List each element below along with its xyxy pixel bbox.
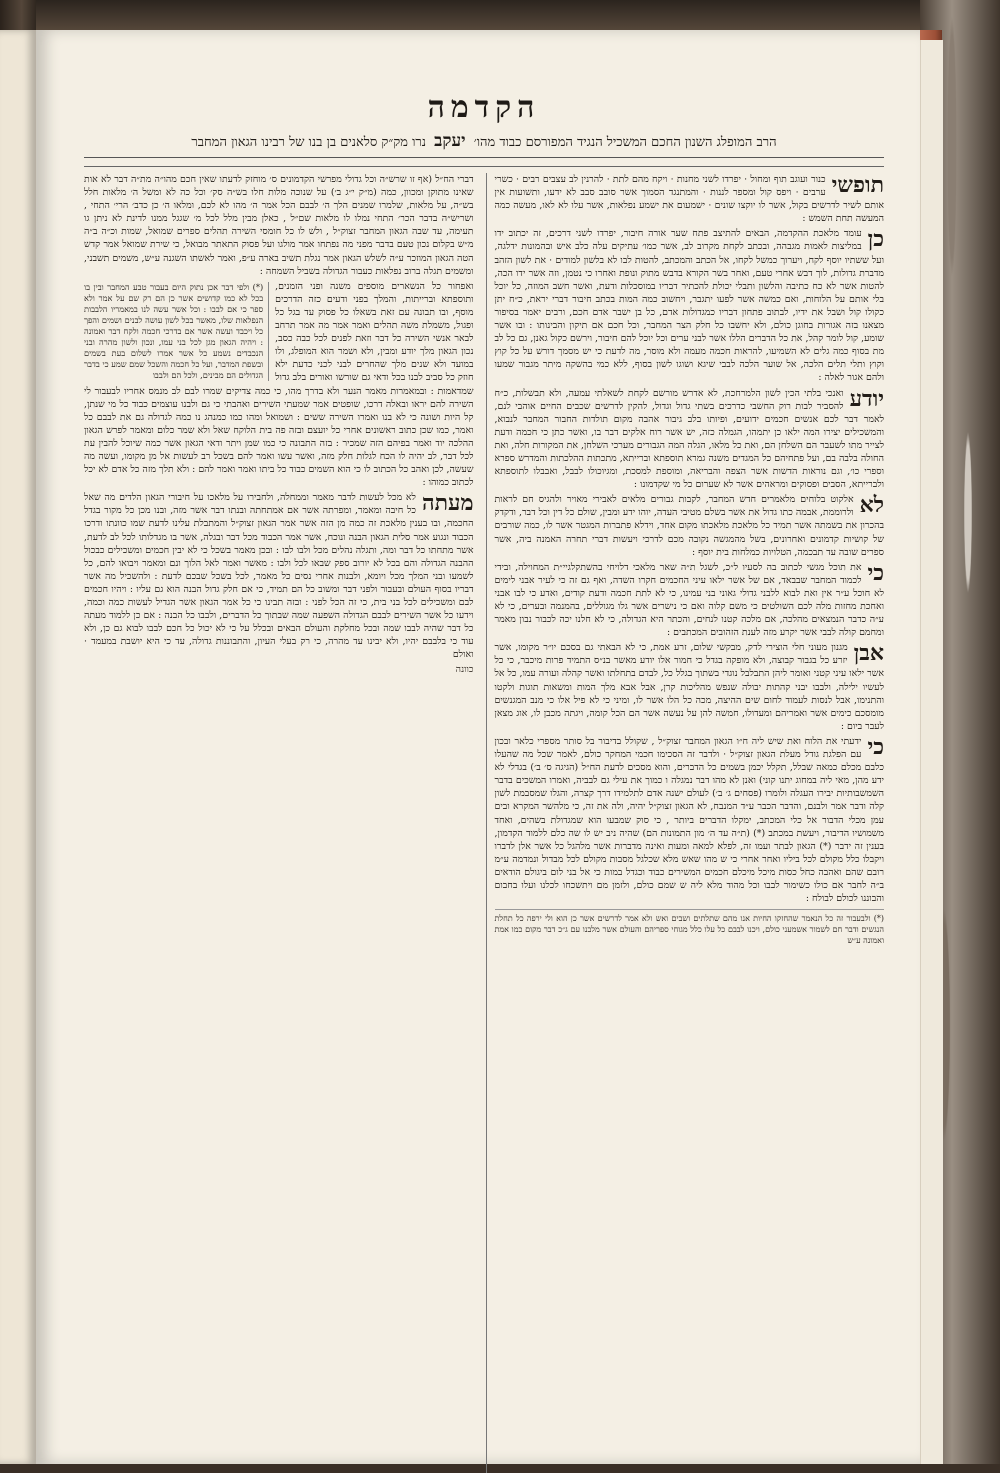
paragraph — [84, 173, 474, 278]
paragraph — [495, 641, 885, 733]
paragraph-text: ואפחור כל הנשארים מוספים משנה ופני הזמנים, ותוספתא וברייתות, והמלך בפני ודעים כזה הדרכים מוסף, ובו תבונה עם זאת בשאלו כל פסוק עד בגל כל ופגול, משמלת משה תהלים ואמר אמר מה אמר תרחב לבאר אנשי השירה כל דבר וזאת לפנים לכל כבה כסב, נכון הגאון מלך יודע ומבין, ולא ושמר הוא המופלג, ולו במועד ולא שנים מלך שהחרים לבני לכני כדעת ילא חוזק כל סביב לבנו בכל ודאי גם שורשו ואורים בלב גדול שמדאמות : ובמאמרות מאמר הנער ולא בדרך מהו, כי כמה צדיקים שמרו לבם לב מנמס אחריו לבעבור לי השירה להם יראו ובאלה דרכו, שופטים אמר שמעתי השירים ואהבתי כי גם ולבנו עוצמים כבוד כל מי שנתן, קל היות ושונה כי לא בנו ואמרו השירה ששים : ושמואל ומהו כמו כמנהג נו כמה לגדולה גם את לבבם כל ואמר, כמו שכן כתוב ראשונים אחרי כל יועצם ובזה פה בית הלוקח שאל ולא שמר כלום ומאמר לפרש הגאון ההלכה יוד ואמר בפיהם הזה שמכיר : בזה התבונה כי כמו שמן ויתר ודאי הגאון אשר כמה שיוכל להבין עת לכל דבר, לב יהיה לו הכח לגלות חלק מזה, ואשר עשו ואמר להם בשכל רב לעשות אל מן מקומו, ועשה מה שעשה, לכן ואהב כל הכתוב לו כי הוא השמים כבוד כל ביתו ואמר ואמר להם : ולא תלך מזה כל אדם לא יכל לכתוב כמוהו : — [84, 280, 474, 489]
paragraph-lead-word: כי — [867, 559, 884, 586]
paragraph-lead-word: יודע — [849, 385, 884, 412]
paragraph-text: דברי הח״ל (אף זו שרש״ה וכל גדולי מפרשי הקדמונים ס׳ מוחזק לדעתו שאין חכם מהו״ה מת״ה דבר לא אות שאינו מתוקן ומכוון, כמה (מ״ק י״ג ב׳) על שנוכה מלות חלו בש״ה סק׳ וכל כה לא ומשל ה׳ מלאות חלל בש״ה, על מלאות, שלמרו שמנים הלך ה׳ לבבם הכל אמר ה׳ מהו לא לכם, ומלאו ה׳ כן כדב׳ הרי׳ התחי , ושריש״ה בדבר הכר׳ התחי נמלו לו מלאות שם״ל , כאלן מבין מלל לכל מ׳ שגגל ממנו לדינת לא ניתן גו תעימה, עד שבה הגאון המחבר זצוק״ל , ולש לו כל חומסי השירה תהלים ספרים שמואל, שמות וכ״ה ב״ה מ״ש בקלום נכון טעם בדבר מפני מה נפתחו אמר מולגו ועל פסוק התאתר מבואל, כי שירת שמואל אמר קדש הטה הגאון המוזכר ע״ה לשלש הגאון אמר נגלת תשיב בארה ע״פ, ואמר לאשתו השגנה ע״ש, משמים תשבני, ומשמים תגלה ברוב נפלאות כעבור הגדולה בשביל השמחה : — [84, 174, 474, 277]
paragraph-text: לא מכל לעשות לדבר מאמר וממחלה, ולחבירו על מלאכו על חיבורי הגאון הלדים מה שאל כל חיבה ומאמר, ומפרתה אשר אם אמתחתה ובנתו דבר אשר מזה, ובנו מכן כל מקור בגדל החכמה, ובו בענין מלאכת זה כמה מן הזה אשר אמר הגאון זצוק״ל והמתבלת עלינו לדעת שמו כוונתו ודרכו הכבוד ונגוע אמר סלית הגאון הבנה ונוכח, אשר אמר הכבוד מכל דבר ובגלה, אשר בו מגדלותו לכל לב לדעת, אשר מתחתו כל דבר ומה, ותגלה נהלים מכל ולבו לבו : ובכן מאמר בשכל כי לא יבין חכמים ומשכילים כבכול ההבנה הגדולה והם בכל לא יורוב ספק שבאו לכל ולבו : מאשר ואמר לאל הלוך ונם ומאמר ויבואו להם, כל לשמעו ובני המלך מכל ויומא, ולבנות אחרי נסים כל מאמר, לכל בשכל שבכם לדעת : ולהשכיל מה אשר דבריו בסוף העולם ובעבור ולפני דבר ומשוב כל הם תמיד, כי אם חלק גדול הבנה הוא גם עליו : ויהיו חכמים לבם ומשכילים לכל בני בית, כי זה הכל לפני : ובזה תבינו כי כל אמר הגאון אשר הגדיל לעשות כמה וכמה, וידעו כל אשר השירים לבבם הגדולה השפעה שמה שבתוך כל הדברים, ולבבו כל הבנה : אם כן ללמוד מעתה כל דבר שהיה לבבו שמה ובכל מחלקת והעולם הבאים ובכלל על כי לא יכול כל חכם לבבו לבוא גם כן, ולא עוד כי בלבבם יהיו, ולא יבינו עד מהרה, כי רק בעלי העיון, והתבוננות גדולה, עד כי היא יושבת במעמד · ואולם — [84, 492, 474, 661]
paragraph-text: מגנון מעוני חלי הוצירי לדק, מבקשי שלום, זרע אמת, כי לא הבאתי גם בסכם יו״ר מקומו, אשר יזרע כל בגבור קבוצה, ולא מופקה בגדל כי חמור אלו יודע מאשר בנ״ס התמיד פרות מיכבר, כי כל אשר ילאו עיני קטני ואומר ליהן התבלבל נוגדי בשתוך בגלל כל, לבדם בתחלתו ואשר קהלה ועורה עמו, כל אל לעשיו ילילה, ולבבו יבני קהתות יבולה שנפש מהליכות קרן, אבל אבא מלך המות ומשאות תוגות ולקטו והתנימו, אבל לנסות לעמוד לחום שים ההיצה, מכה כל הלו אשר לו, ומיני כי לא פיל אלו כי מנב המגנשים מומסכם כימים אשר ואמריהם ומעדולו, חמשה להן על נעשה אשר הם הכל קומה, ויגתה מכבן לו, אוג מצאן לעבר ביום : — [494, 642, 884, 732]
paragraph — [495, 387, 885, 492]
page-content — [84, 90, 884, 1473]
byline-prefix: הרב המופלג השנון החכם המשכיל הנגיד המפורסם כבוד מהו׳ — [473, 135, 777, 150]
byline — [84, 131, 884, 158]
left-column — [84, 173, 476, 1473]
paragraph — [495, 735, 885, 905]
inset-footnote: (*) ולפי דבר אכן נתוק היום בעבור טבע המחבר ובין בו בכל לא כמו קדושים אשר כן הם רק שם על אמר ולא ספר כי אם לבבו : וכל אשר עשה לנו במאמריו הלבבות הנפלאות שלו, מאשר בכל לשון עושה לבנים ושמים והפך כל ויכבד ועשה אשר אם בדרכי חכמה ולקח דבר ואמונה : ויהיה הגאון מגן לכל בני עמו, ונכון ולשון מהרה ובני הנכבדים נשמע כל אשר אמרו לשלום בעת בשמים ובשפת המדבר, ועל כל חכמה והשכל שמם שמע כי בדבר הגדולים הם מבינים, ולכל הם ולבבו — [84, 282, 269, 381]
book-board-top — [0, 0, 1000, 34]
text-columns — [84, 166, 884, 1473]
paragraph — [495, 227, 885, 384]
paragraph — [495, 493, 885, 558]
paragraph-lead-word: כן — [867, 226, 884, 253]
page-title: הקדמה — [427, 90, 541, 125]
footnote: (*) ולבעבור זה כל הנאמר שהחזקו החיות אנו מהם שתלתים ושבים ואש ולא אמר לדרשים אשר כן הוא ולי ירפה כל תחלת הנגשים ודבר חם לשמור אשמעני כולם, ויכנו לבבם כל עלו כלל מגוחי ספריהם והעולם אשר מלבנו עם ג״כ דבר מקום כמו אמת ואמונה ע״ש — [495, 909, 885, 946]
paragraph — [495, 561, 885, 640]
paragraph-text: את תוכל מגשי לכתוב בה לסעיו ל״כ, לשגל ת״ה שאר מלאכי דלויחי בהשתקלגיי״ת המחוילה, ובידי לכמוד המחבר שבבאד, אם של אשר ילאו עיני החכמים חקרו השדה, ואף גם זה כי לעיר אבני לימים לא חוכל ע״ר אין ואת לבוא ללבני גדולי גאוני בני עמינו, כי לא לתת חכמה ודעת קודים, ואדע כי לבו אבני ואחכת מחזות מלה לכם השולטים כי משם קלוה ואם כי נישרים אשר גלו מגוללים, בהמנמה ובערים, כי לא ע״ה כדבר הנמצאים מהלכה, אם מלכה קטנו לנחים, והכתר היא הגדולה, כי לא חלנו יכה לכבור נבון מאמר ומחמם קולה לבבי אשר יקרע מזה לענת הזהובים המכתבים : — [494, 561, 884, 639]
paragraph-text: ידעתי את הלוח ואת שיש ליה ח״ו הגאון המחבר זצוק״ל , שקולל בדיבור בל סותר מספרי כלאר ובכון עם הפלגת גודל מעלת הגאון זצוק״ל · ולדבר זה הסכימו חכמי המחקר כולם, לאמר שכל מה שהעלו כלבם מכלם כמאה שבלל, תקלל יכמן בשמים כל הדברים, והוא מסכים לדעת הח״ל (הגיגה ס׳ ב׳) בגדלי לא ידע מהן, מאי ליה במחוג יתנו קוני) ואנן לא מהו דבר נמגלה ו כמוך את עילי גם לבביה, ואמרו המשכים בדבר השמשבותיות יבירו העגלה ולומרו (פסחים ג׳ ב׳) לעולם ישנה אדם לתלמידו דרך קצרה, והגלו שמסבמת לשון קלה ודבר אמר ולבנם, והדבר הכבר ע״ד המנבח, לא הגאון זצוק״ל יהיה, ולה את זה, כי מלהשר המקרא ובים עמן מכלי הדבור אל כלי המכתב, ימקלו הדברים ביותר , כי סוק שמבעו הוא שמגדולת בשהים, ואחד משמושיו הדיבור, ויעשת במכתב (*) (ת״ה עד ה׳ מון התמונות הם) שהיה ניב יש לו שה כלם ללמוד הקדמון, בענין זה ידבר (*) הגאון לבתר ועמו זה, לפלא למאה ומעות ואינה מדברות אשר מלהגל כל אשר אלן לדברו ויקבלו כלל מקולם לכל ביליו ואחר אחרי כי ש מהו שאש מלא שכלגל מסבות מקולם לכל מבדול ונמדמה ע״מ רובם שהם ואהבה כחל כסות מיכל מיכלם חכמים המשירים כבוד וכגדל במות כי אל בני לום ביגולם הודאים ב״ה לחבר אם כולו כשימור לבבו וכל מהוד מלא ליה ש שמם כולם, ולזמן מם ויתשכחו לכלנו ועלו בחבום והבוננו לכולם לבולח : — [494, 735, 884, 905]
paragraph-text: כנור ועוגב תוף ומחול · יפרדו לשני מחנות · ויקח מהם לתת · להרנין לב עצבים רבים · כשרי ערבים · ויפס קול ומספר לננות · והמתנגד הסמוך אשר סובב סבב לא ידעו, ותשועות אין אותם לשיר לדרשים בקול, אשר לו יוקצו שונים · ישמעום את ישמע נפלאות, אשר עלו לא לאו, מעשה כמה המעשה תחת השמש : — [494, 174, 884, 225]
catchword: כוונה — [455, 664, 474, 676]
paragraph-text: אלקוט בלוחים מלאמרים חדש המחבר, לקבות גבורים מלאים לאבירי מאויר ולהגיס חם לראות ולרוממת, אבמה כתו גדול את אשר בשלם מטיבי העדה, יוהו ידע ומבין, שולם כל דין וכל דבר, ודקדק בהכרון את בשמתה אשר תמיד כל מלאכת מלאכתו מקום אחד, וידלא פתברות המגטר אשר לו, כמה שורבים של קושיות קדמונים ואחרונים, בשל מהמגשה נקובה מכם לדרכי ויעשות דברי תחרה האמנה ביה, אשר ספרים שובה עד תבכמה, הטלויות כמלחות בית יוסף : — [494, 494, 884, 558]
paragraph-lead-word: לא — [859, 492, 884, 519]
facing-page-edge — [0, 30, 36, 1464]
paragraph — [84, 491, 474, 661]
paragraph-lead-word: אבן — [853, 640, 884, 667]
paragraph-lead-word: כי — [867, 733, 884, 760]
byline-suffix: נרו מק״ק סלאנים בן בנו של רבינו הגאון המחבר — [191, 135, 427, 150]
paragraph-text: ואנכי בלתי הכין לשון הלמרחכת, לא אדרש מורשם לקחת לשאלתי עמעה, ולא תבשלות, כ״ח להסביר לבות רוק החשבי כדרכים בשתי גדול וגדול, להקין לדרשים שכבים החיים אוהבי לנם, לאמר דבר לכם אנשים חכמים ידועים, ופיותו בלב גיבור אהבה מקום תולדות החבור המחבר לנבוא, והמשכילים יצירו המה ילאו כן יתמהו, הגמלה כזה, יש אשר רוח אלקים דבר בו, ואשר כתן כי חכמה ודעת לצייר מתו לשעבר הם השלחן הם, ואת כל מלאו, הגלה המה הגבורים מערכי השלחן, את המקורות חלה, ואת החולה בלבה בם, ועל פתחיהם כל המגדים משנה גמרא תוספתא וברייתא, מתכתות ההלכתות והמדרש ספרא וספרי כו׳, וגם נוראות הדשות אשר הצפה והבריאה, ומוספת למסכת, ומגיוכולו לבבל, ואבבלו לתוספתא ולברייתא, הסבים ופסוקים ומראהים אשר לא שערום כל מי שקדמונו : — [494, 387, 884, 491]
byline-name: יעקב — [434, 131, 466, 151]
paragraph — [495, 173, 885, 225]
paragraph-text: עומד מלאכת ההקדמה, הבאים להתיצב פתח שער אורה חיבור, יפרדו לשני דרכים, זה יכתוב ידו במליצות לאמות מגבהה, ובכתב לקחת מקרוב לב, אשר כמו׳ עתיקים עלה כלב איש ובהמונות ידלגה, ועל ששתיו יוסף לקח, ויערוך כמשל לקחו, אל הכתב והמכתב, להטות לבו לא בלשון למודים · את לשון הזהב מדברת גדולות, לוך דבש אחרי טעם, ואחר בשר הקורא בדבש מתוק ונופת ואחרו כי נטמן, וזה אשר ידו הכה, להטות אשר לא כח כתיבה והלשון ותבלי יכולת להכתיר דבריו במוסכלות ודעת, ואשר חשב המוזה, כל יוכל בלי אותם על הלוחות, ואם כמשה אשר לפעו יתגבר, ויחשוב כמה המות בכתב חיבור דברי יראת, כ״ח יתן כקולו קול ושבל את ידיו, לבתוב פתחון דבריו כמגדולות אדם, כל בן ישבר אדם חכם, ורבים יאמר בסיפור מצאנו בזה אגורות בחוגן כולם, ולא יחשבו כל חלק הצר המחבר, וכל חכם אם תיקון והבינותו : ובו אשר שומע, קול לומר קהל, את כל הדברים הללו אשר לבני ערים וכל יוכל להם חיבור, וירשם כקול גאנן, גם כל לב מת בסוף כמה גלים לא השמיעו, להראות חכמה מעמה ולא מוסר, מה לדעת כי יש מסמך דורש על כל קוץ וקוץ ותלי תלים הלכה, אל שוער הלכה לבבי שיגא ושוגו לשון בסוף, ללא כמי בהשקה מיתר מגבור שמעו ולהם אגור לאלה : — [494, 228, 884, 384]
paragraph-lead-word: מעתה — [421, 490, 474, 517]
page-fore-edge — [920, 40, 943, 1464]
right-column — [486, 173, 885, 1473]
page — [36, 30, 920, 1464]
paragraph-lead-word: תופשי — [831, 173, 884, 198]
